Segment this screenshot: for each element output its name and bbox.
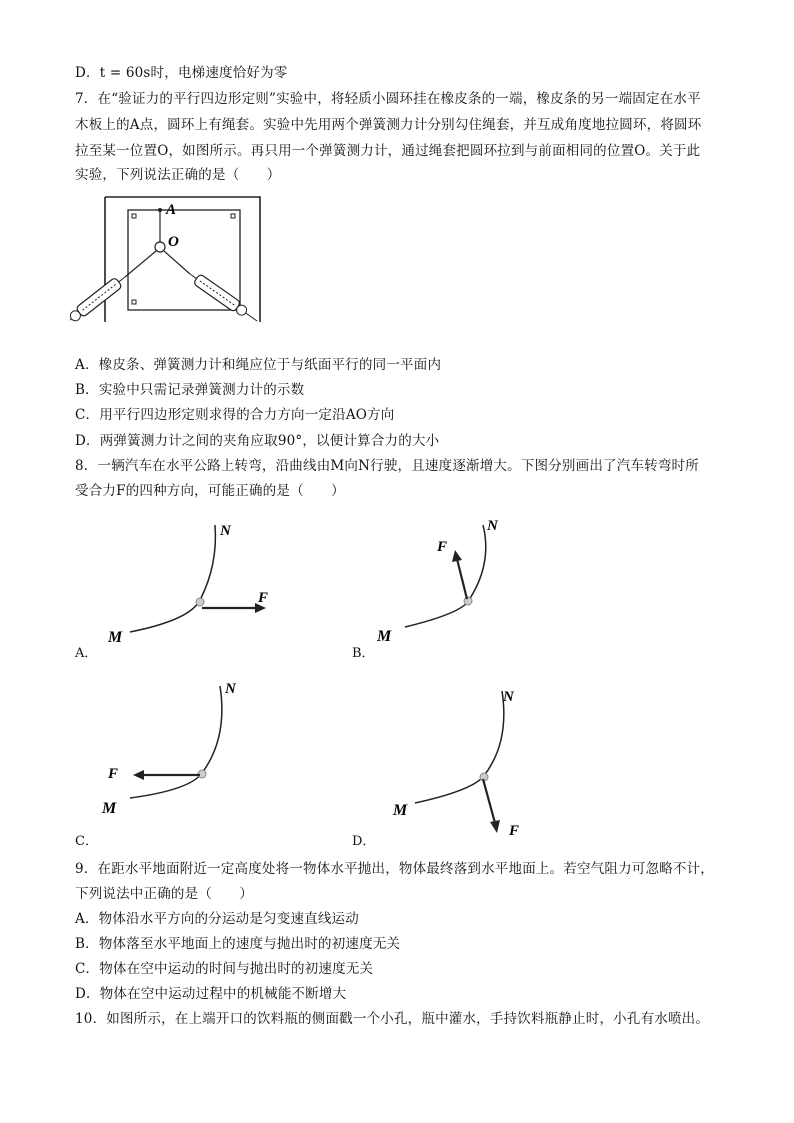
q10-stem-line1: 10．如图所示，在上端开口的饮料瓶的侧面戳一个小孔，瓶中灌水，手持饮料瓶静止时，小孔有水喷出。 [75, 1011, 710, 1027]
label-f: F [437, 539, 448, 555]
q7-option-c: C．用平行四边形定则求得的合力方向一定沿AO方向 [75, 407, 395, 423]
q7-stem-line1: 7．在“验证力的平行四边形定则”实验中，将轻质小圆环挂在橡皮条的一端，橡皮条的另一端固定在水平 [75, 91, 701, 107]
label-m: M [377, 628, 392, 645]
label-m: M [108, 629, 123, 646]
q9-option-b: B．物体落至水平地面上的速度与抛出时的初速度无关 [75, 936, 401, 952]
q8-option-c-label: C． [75, 834, 98, 849]
q8-option-d-label: D． [352, 834, 376, 849]
q8-figure-a [100, 520, 300, 660]
label-n: N [487, 518, 498, 534]
q9-option-d: D．物体在空中运动过程中的机械能不断增大 [75, 986, 347, 1002]
label-f: F [258, 590, 269, 606]
q7-option-a: A．橡皮条、弹簧测力计和绳应位于与纸面平行的同一平面内 [75, 357, 442, 373]
point-a-label: A [166, 202, 177, 218]
q8-figure-c [100, 678, 300, 818]
q7-stem-line2: 木板上的A点，圆环上有绳套。实验中先用两个弹簧测力计分别勾住绳套，并互成角度地拉圆环，将圆环 [75, 117, 702, 133]
label-f: F [108, 766, 119, 782]
label-m: M [102, 800, 117, 817]
point-o-label: O [168, 234, 179, 250]
label-m: M [393, 802, 408, 819]
label-f: F [509, 823, 520, 839]
q8-stem-line2: 受合力F的四种方向，可能正确的是（ ） [75, 483, 345, 499]
q8-option-a-label: A． [75, 646, 98, 661]
label-n: N [220, 523, 231, 539]
q8-option-b-label: B． [352, 646, 375, 661]
label-n: N [225, 681, 236, 697]
q9-option-c: C．物体在空中运动的时间与抛出时的初速度无关 [75, 961, 374, 977]
q8-figure-b [375, 515, 575, 655]
q7-stem-line4: 实验，下列说法正确的是（ ） [75, 167, 281, 183]
q9-option-a: A．物体沿水平方向的分运动是匀变速直线运动 [75, 911, 359, 927]
q9-stem-line1: 9．在距水平地面附近一定高度处将一物体水平抛出，物体最终落到水平地面上。若空气阻力可忽略不计， [75, 861, 714, 877]
q6-option-d: D．t = 60s时，电梯速度恰好为零 [75, 65, 288, 81]
q8-figure-d [385, 683, 585, 843]
q7-figure [70, 192, 270, 342]
q8-stem-line1: 8．一辆汽车在水平公路上转弯，沿曲线由M向N行驶，且速度逐渐增大。下图分别画出了汽车转弯时所 [75, 458, 699, 474]
q7-option-d: D．两弹簧测力计之间的夹角应取90°，以便计算合力的大小 [75, 433, 440, 449]
q9-stem-line2: 下列说法中正确的是（ ） [75, 886, 254, 902]
label-n: N [503, 689, 514, 705]
q7-option-b: B．实验中只需记录弹簧测力计的示数 [75, 382, 305, 398]
q7-stem-line3: 拉至某一位置O，如图所示。再只用一个弹簧测力计，通过绳套把圆环拉到与前面相同的位置O。关于此 [75, 143, 701, 159]
